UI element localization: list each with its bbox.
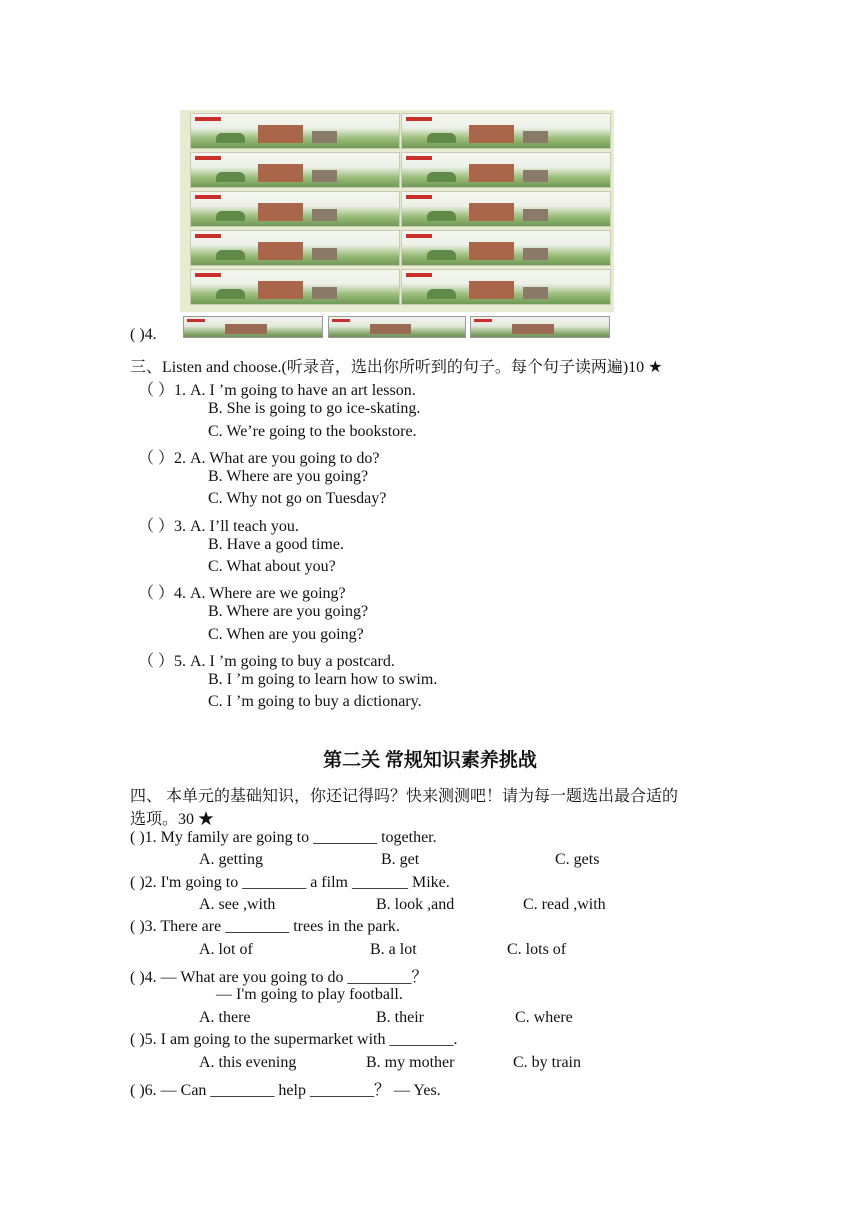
s4-q1-option-b: B. get [381, 851, 420, 868]
s4-q6-stem: ( )6. — Can ________ help ________？ — Yes. [130, 1082, 441, 1099]
s4-q3-option-a: A. lot of [199, 941, 253, 958]
section-4-instructions-line1: 四、 本单元的基础知识，你还记得吗？快来测测吧！请为每一题选出最合适的 [130, 788, 679, 805]
s4-q4-reply: — I'm going to play football. [216, 986, 403, 1003]
option-image-a [183, 316, 323, 338]
s3-q1-stem: （ ）1. A. I ’m going to have an art lesson. [138, 382, 416, 399]
question-4-label: ( )4. [130, 326, 157, 343]
s4-q4-option-b: B. their [376, 1009, 424, 1026]
s4-q4-stem: ( )4. — What are you going to do ________？ [130, 969, 428, 986]
s3-q1-option-c: C. We’re going to the bookstore. [208, 423, 417, 440]
landmark-image-7 [190, 230, 400, 266]
landmark-image-8 [401, 230, 611, 266]
s3-q2-option-c: C. Why not go on Tuesday? [208, 490, 387, 507]
s4-q5-option-a: A. this evening [199, 1054, 297, 1071]
s4-q3-option-b: B. a lot [370, 941, 417, 958]
s3-q1-option-b: B. She is going to go ice-skating. [208, 400, 421, 417]
landmark-image-10 [401, 269, 611, 305]
s4-q2-stem: ( )2. I'm going to ________ a film _______ Mike. [130, 874, 450, 891]
s3-q4-option-b: B. Where are you going? [208, 603, 369, 620]
s3-q4-option-c: C. When are you going? [208, 626, 364, 643]
s4-q2-option-b: B. look ,and [376, 896, 455, 913]
s3-q3-option-b: B. Have a good time. [208, 536, 344, 553]
s4-q5-option-c: C. by train [513, 1054, 581, 1071]
s3-q5-option-c: C. I ’m going to buy a dictionary. [208, 693, 422, 710]
option-image-c [470, 316, 610, 338]
s3-q3-stem: （ ）3. A. I’ll teach you. [138, 518, 299, 535]
s4-q1-option-c: C. gets [555, 851, 600, 868]
s3-q4-stem: （ ）4. A. Where are we going? [138, 585, 346, 602]
s3-q5-stem: （ ）5. A. I ’m going to buy a postcard. [138, 653, 395, 670]
landmark-image-4 [401, 152, 611, 188]
option-image-b [328, 316, 466, 338]
s3-q2-option-b: B. Where are you going? [208, 468, 369, 485]
landmark-image-1 [190, 113, 400, 149]
s4-q1-option-a: A. getting [199, 851, 263, 868]
landmark-image-5 [190, 191, 400, 227]
landmark-image-9 [190, 269, 400, 305]
part-2-heading: 第二关 常规知识素养挑战 [323, 750, 537, 771]
landmark-image-6 [401, 191, 611, 227]
s3-q5-option-b: B. I ’m going to learn how to swim. [208, 671, 438, 688]
landmark-image-3 [190, 152, 400, 188]
s4-q2-option-c: C. read ,with [523, 896, 606, 913]
section-3-title: 三、Listen and choose.(听录音，选出你所听到的句子。每个句子读两遍)10 ★ [130, 359, 663, 376]
s3-q2-stem: （ ）2. A. What are you going to do? [138, 450, 380, 467]
s4-q4-option-a: A. there [199, 1009, 251, 1026]
s3-q3-option-c: C. What about you? [208, 558, 336, 575]
s4-q1-stem: ( )1. My family are going to ________ together. [130, 829, 437, 846]
s4-q5-option-b: B. my mother [366, 1054, 455, 1071]
s4-q3-stem: ( )3. There are ________ trees in the park. [130, 918, 400, 935]
landmark-picture-grid [180, 110, 614, 312]
s4-q2-option-a: A. see ,with [199, 896, 276, 913]
landmark-image-2 [401, 113, 611, 149]
section-4-instructions-line2: 选项。30 ★ [130, 811, 215, 828]
s4-q4-option-c: C. where [515, 1009, 573, 1026]
s4-q5-stem: ( )5. I am going to the supermarket with ________. [130, 1031, 458, 1048]
s4-q3-option-c: C. lots of [507, 941, 567, 958]
